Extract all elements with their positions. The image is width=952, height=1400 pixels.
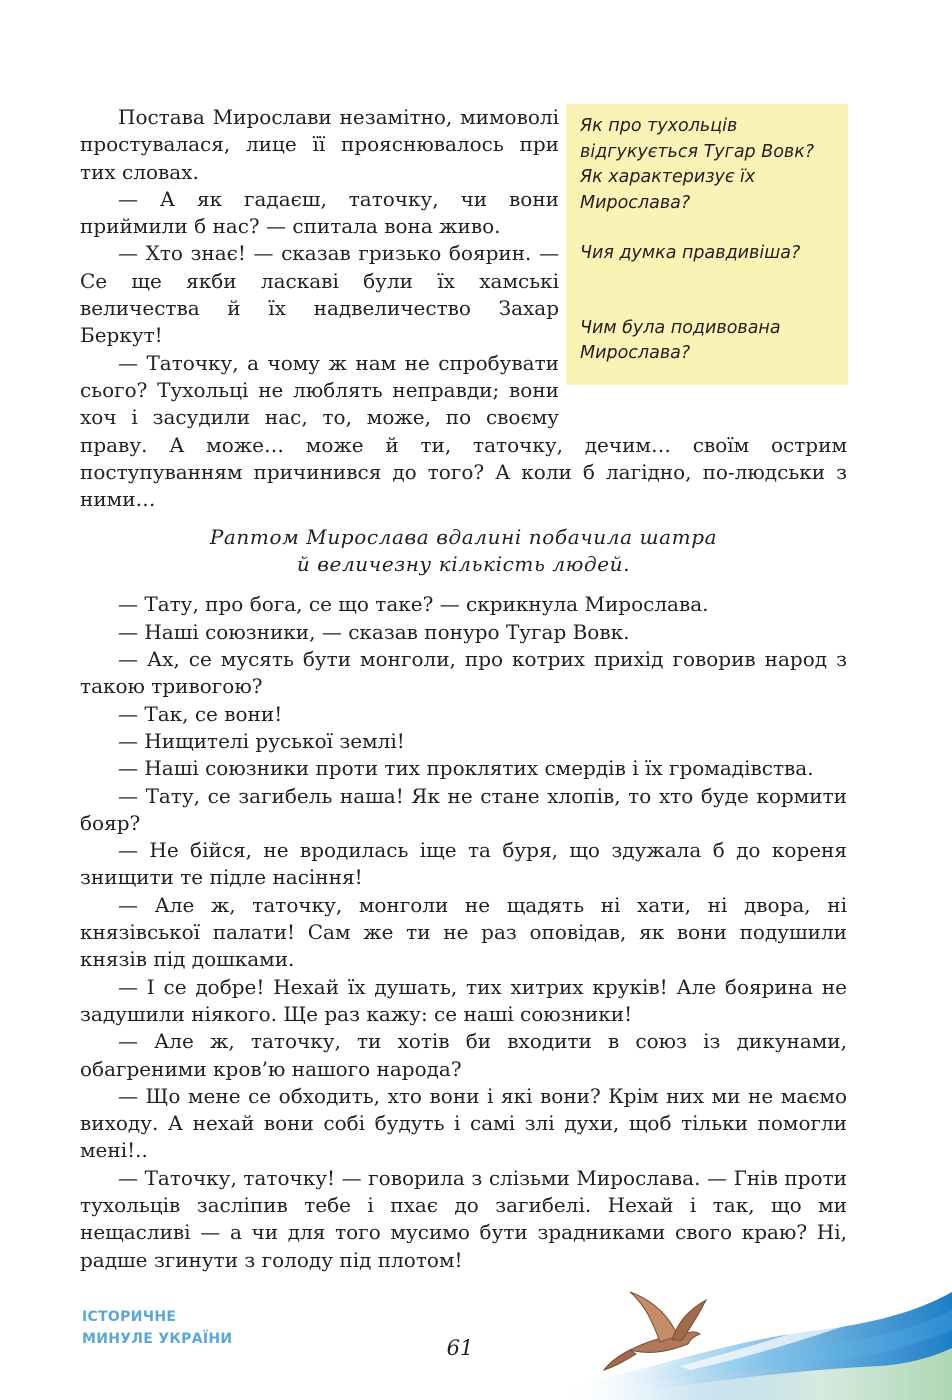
- stage-direction-line: й величезну кількість людей.: [296, 552, 631, 577]
- dialogue-line: — Що мене се обходить, хто вони і які вони? Крім них ми не маємо виходу. А нехай вони собі будуть і самі злі духи, щоб тільки помогли мені!..: [80, 1083, 847, 1163]
- paragraph: — Таточку, а чому ж нам не спробувати сього? Тухольці не люблять неправди; вони хоч і засудили нас, то, може, по своєму праву. А може… може й ти, таточку, дечим… своїм острим поступуванням причинився до того? А коли б лагідно, по-людськи з ними…: [80, 350, 847, 512]
- dialogue-line: — Так, се вони!: [118, 701, 283, 726]
- paragraph: — Хто знає! — сказав гризько боярин. — Се ще якби ласкаві були їх хамські величества й їх надвеличество Захар Беркут!: [80, 241, 559, 348]
- bird-over-waves-icon: [560, 1270, 952, 1400]
- series-label-line: ІСТОРИЧНЕ: [82, 1309, 177, 1325]
- stage-direction-line: Раптом Мирослава вдалині побачила шатра: [209, 525, 718, 550]
- dialogue-line: — Наші союзники, — сказав понуро Тугар Вовк.: [118, 619, 630, 644]
- dialogue-line: — Наші союзники проти тих проклятих смердів і їх громадівства.: [118, 756, 814, 781]
- stage-direction: [80, 524, 847, 578]
- paragraph: Постава Мирослави незамітно, мимоволі простувалася, лице її прояснювалось при тих словах.: [80, 105, 559, 184]
- sidebar-question: Чия думка правдивіша?: [580, 243, 801, 263]
- page-number: 61: [446, 1336, 474, 1360]
- sidebar-question: Чим була подивована Мирослава?: [580, 317, 781, 363]
- dialogue-line: — Але ж, таточку, ти хотів би входити в союз із дикунами, обагреними кров’ю нашого народа?: [80, 1029, 847, 1081]
- series-label-line: МИНУЛЕ УКРАЇНИ: [82, 1331, 233, 1347]
- dialogue-line: — Тату, про бога, се що таке? — скрикнула Мирослава.: [118, 592, 709, 617]
- series-label: [82, 1306, 232, 1350]
- dialogue-line: — Але ж, таточку, монголи не щадять ні хати, ні двора, ні князівської палати! Сам же ти не раз оповідав, як вони подушили князів під дошками.: [80, 892, 847, 972]
- dialogue-line: — Тату, се загибель наша! Як не стане хлопів, то хто буде кормити бояр?: [80, 783, 847, 835]
- dialogue-line: — Не бійся, не вродилась іще та буря, що здужала б до кореня знищити те підле насіння!: [80, 838, 847, 890]
- sidebar-question: Як про тухольців відгукується Тугар Вовк? Як характеризує їх Мирослава?: [580, 116, 815, 213]
- questions-sidebar: [566, 104, 848, 385]
- dialogue-line: — Таточку, таточку! — говорила з слізьми Мирослава. — Гнів проти тухольців засліпив тебе і пхає до загибелі. Нехай і так, що ми нещасливі — а чи для того мусимо бути зрадниками свого краю? Ні, радше згинути з голоду під плотом!: [80, 1165, 847, 1272]
- paragraph: — А як гадаєш, таточку, чи вони приймили б нас? — спитала вона живо.: [80, 186, 559, 239]
- dialogue-line: — І се добре! Нехай їх душать, тих хитрих круків! Але боярина не задушили ніякого. Ще раз кажу: се наші союзники!: [80, 974, 847, 1026]
- dialogue-line: — Ах, се мусять бути монголи, про котрих прихід говорив народ з такою тривогою?: [80, 647, 847, 699]
- dialogue-section: [80, 591, 847, 1273]
- dialogue-line: — Нищителі руської землі!: [118, 728, 405, 753]
